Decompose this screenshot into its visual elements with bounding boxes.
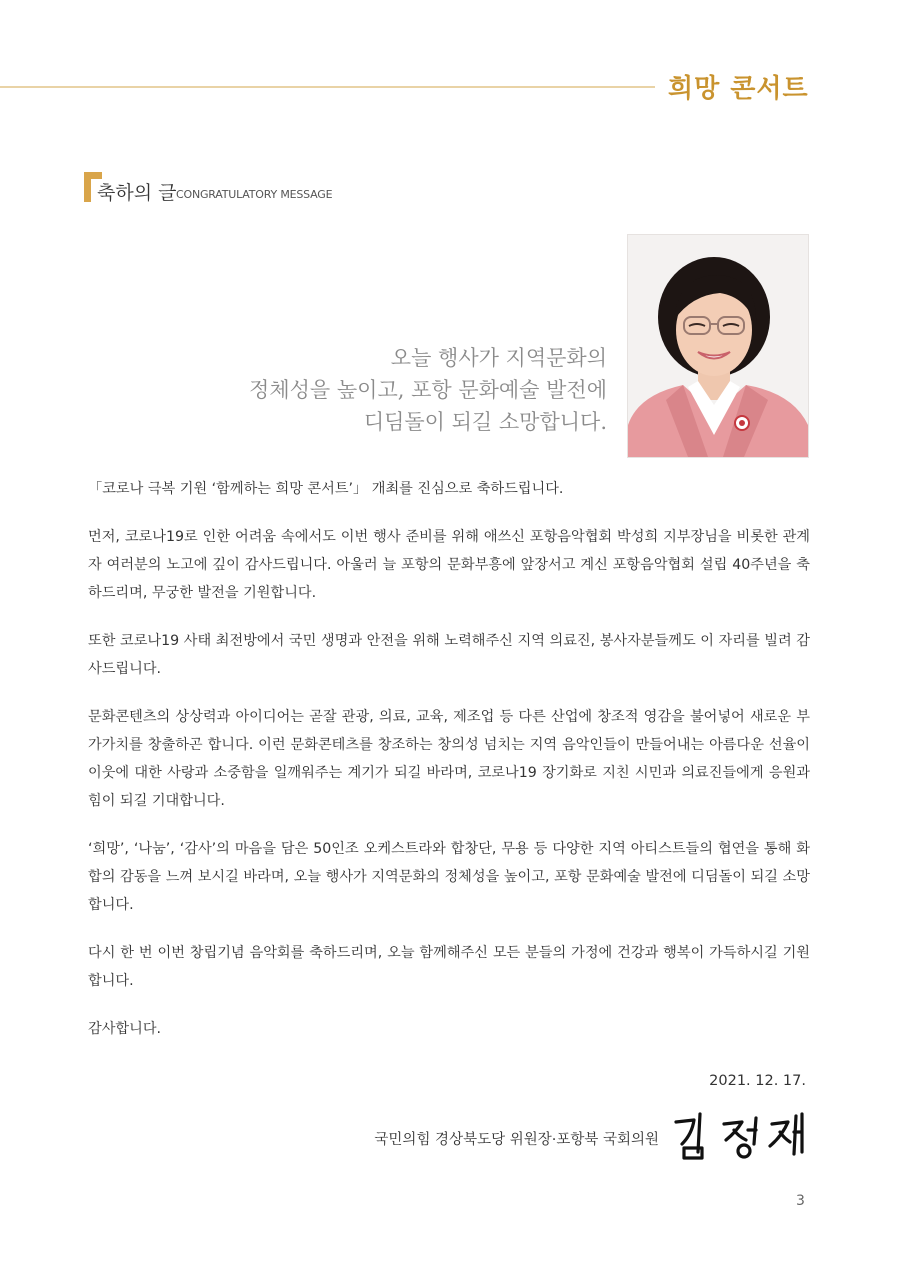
paragraph: 감사합니다. — [88, 1021, 162, 1037]
section-title: 축하의 글 — [97, 182, 177, 204]
paragraph: 다시 한 번 이번 창립기념 음악회를 축하드리며, 오늘 함께해주신 모든 분들의 가정에 건강과 행복이 가득하시길 기원합니다. — [88, 945, 810, 989]
letter-body — [88, 475, 810, 1063]
paragraph: 「코로나 극복 기원 ‘함께하는 희망 콘서트’」 개최를 진심으로 축하드립니다. — [88, 481, 564, 497]
quote-line: 오늘 행사가 지역문화의 — [390, 346, 607, 370]
section-subtitle: CONGRATULATORY MESSAGE — [176, 188, 333, 201]
quote-line: 디딤돌이 되길 소망합니다. — [363, 410, 607, 434]
letter-date: 2021. 12. 17. — [709, 1073, 806, 1089]
paragraph: ‘희망’, ‘나눔’, ‘감사’의 마음을 담은 50인조 오케스트라와 합창단, 무용 등 다양한 지역 아티스트들의 협연을 통해 화합의 감동을 느껴 보시길 바라며, 오늘 행사가 지역문화의 정체성을 높이고, 포항 문화예술 발전에 디딤돌이 되길 소망합니다. — [88, 841, 810, 913]
paragraph: 또한 코로나19 사태 최전방에서 국민 생명과 안전을 위해 노력해주신 지역 의료진, 봉사자분들께도 이 자리를 빌려 감사드립니다. — [88, 633, 810, 677]
pull-quote — [187, 342, 607, 438]
signer-title: 국민의힘 경상북도당 위원장·포항북 국회의원 — [374, 1132, 659, 1148]
quote-line: 정체성을 높이고, 포항 문화예술 발전에 — [249, 378, 607, 402]
brand-logo: 희망 콘서트 — [668, 74, 809, 104]
portrait-photo — [627, 234, 809, 458]
paragraph: 문화콘텐츠의 상상력과 아이디어는 곧잘 관광, 의료, 교육, 제조업 등 다른 산업에 창조적 영감을 불어넣어 새로운 부가가치를 창출하곤 합니다. 이런 문화콘테츠를 창조하는 창의성 넘치는 지역 음악인들이 만들어내는 아름다운 선율이 이웃에 대한 사랑과 소중함을 일깨워주는 계기가 되길 바라며, 코로나19 장기화로 지친 시민과 의료진들에게 응원과 힘이 되길 기대합니다. — [88, 709, 810, 809]
portrait-illustration — [628, 235, 808, 457]
handwritten-signature — [668, 1108, 810, 1160]
page-number: 3 — [796, 1193, 805, 1209]
paragraph: 먼저, 코로나19로 인한 어려움 속에서도 이번 행사 준비를 위해 애쓰신 포항음악협회 박성희 지부장님을 비롯한 관계자 여러분의 노고에 깊이 감사드립니다. 아울러 늘 포항의 문화부흥에 앞장서고 계신 포항음악협회 설립 40주년을 축하드리며, 무궁한 발전을 기원합니다. — [88, 529, 810, 601]
header-divider — [0, 86, 655, 88]
